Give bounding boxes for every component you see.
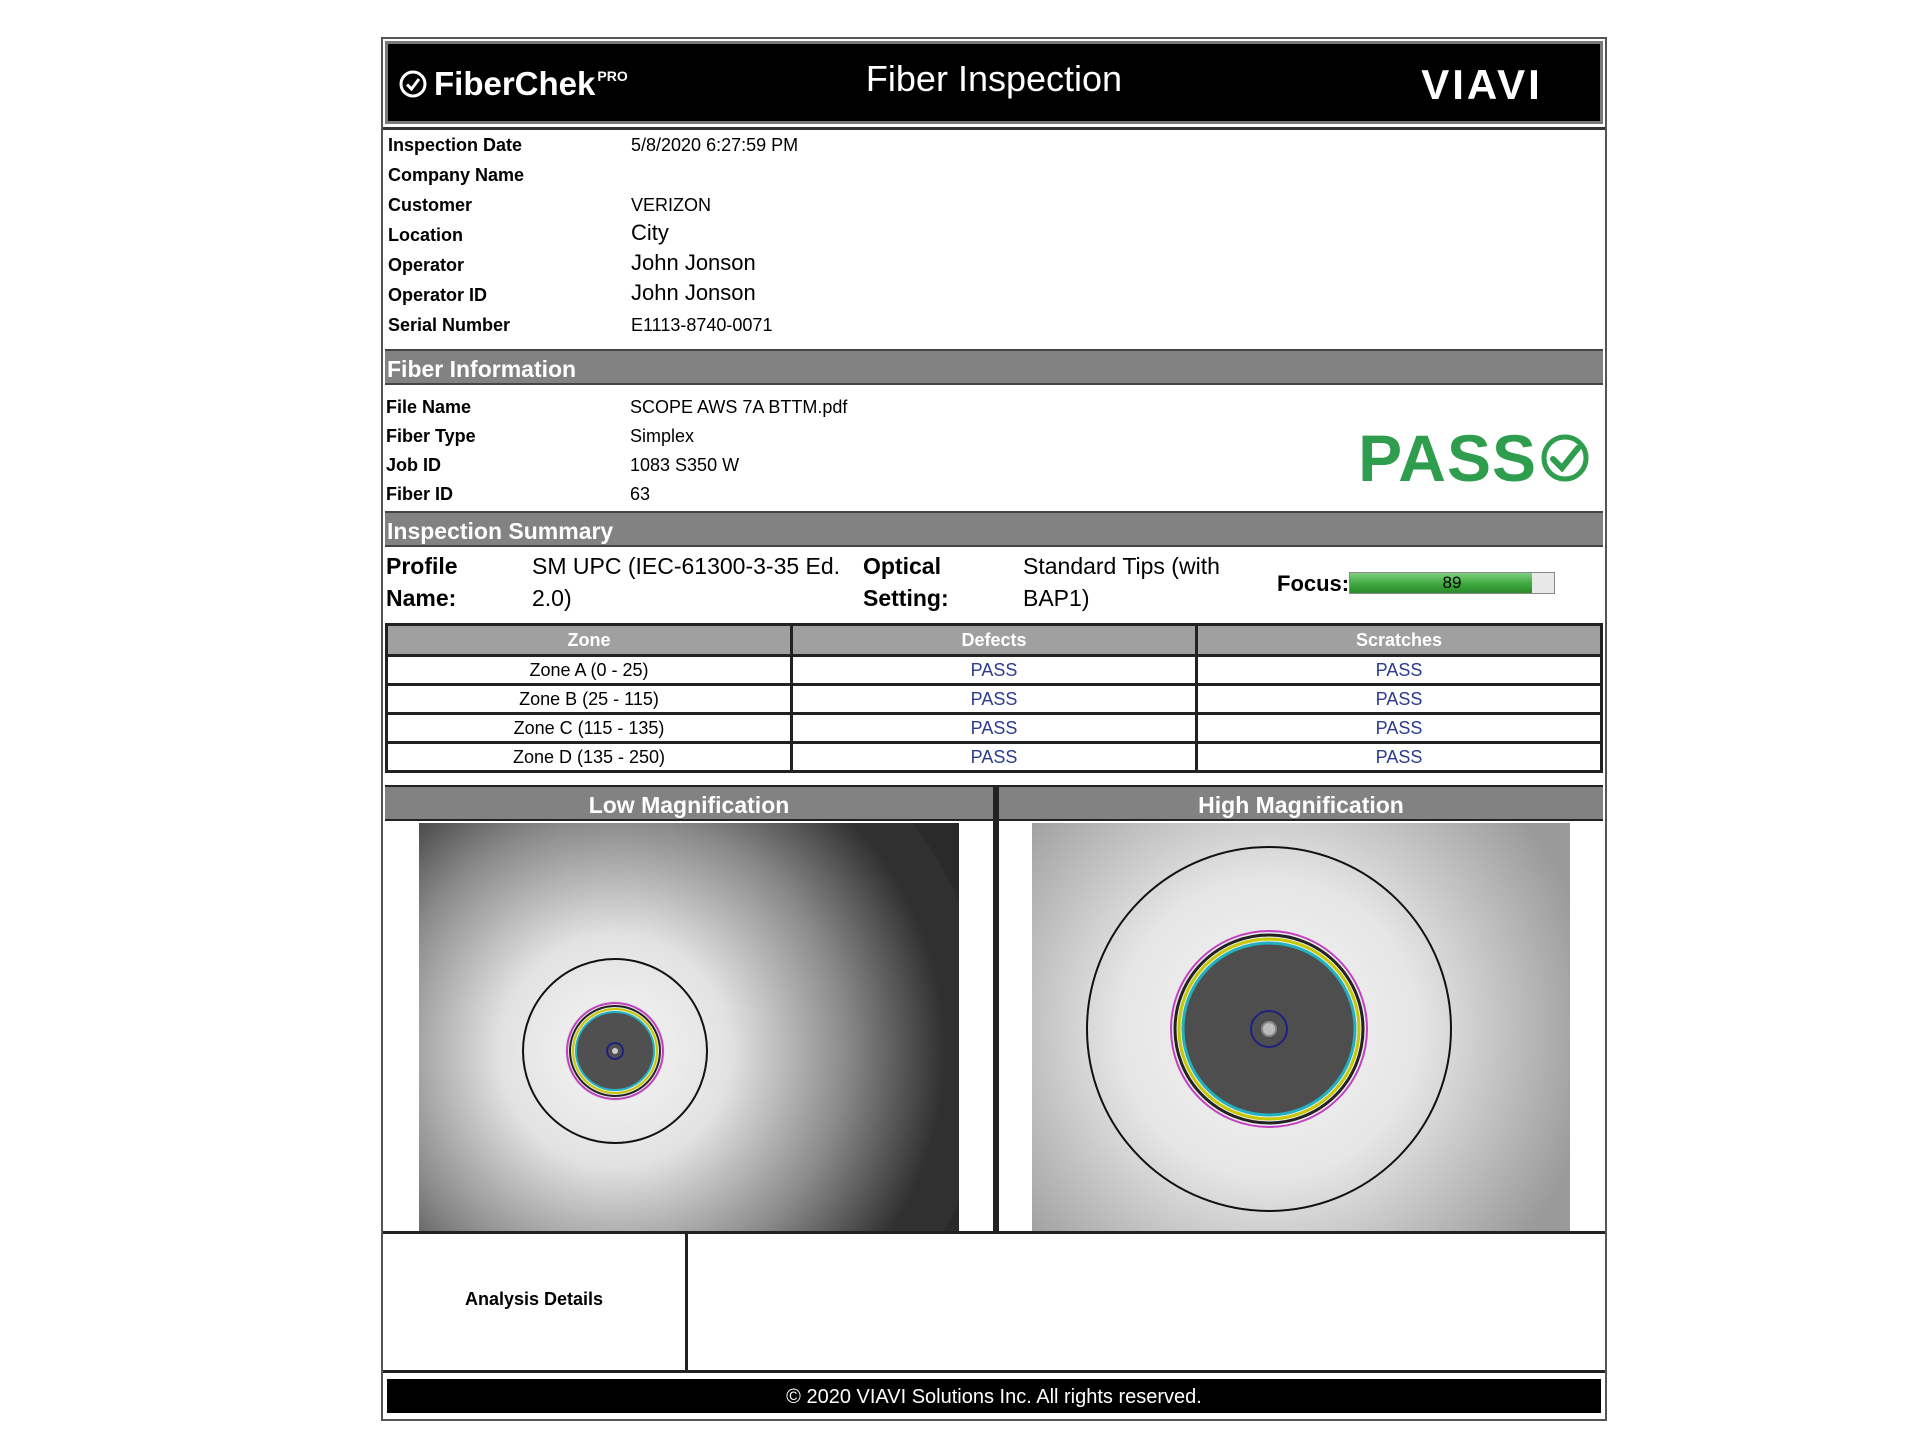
analysis-divider	[685, 1231, 688, 1373]
inspection-date-label: Inspection Date	[388, 135, 523, 155]
scratches-result: PASS	[1197, 743, 1602, 772]
defects-column-header: Defects	[792, 625, 1197, 656]
fiber-type-label: Fiber Type	[386, 426, 476, 446]
serial-number-value: E1113-8740-0071	[631, 315, 773, 335]
operator-id-label: Operator ID	[388, 285, 488, 305]
defects-result: PASS	[792, 743, 1197, 772]
analysis-details-label: Analysis Details	[464, 1289, 604, 1309]
profile-label-line-2: Name:	[386, 585, 457, 611]
zone-cell: Zone C (115 - 135)	[387, 714, 792, 743]
high-magnification-panel	[999, 823, 1603, 1231]
optical-setting-value	[1023, 550, 1220, 614]
table-header-row	[387, 625, 1602, 656]
check-circle-icon	[1539, 432, 1591, 484]
scratches-column-header: Scratches	[1197, 625, 1602, 656]
scratches-result: PASS	[1197, 656, 1602, 685]
defects-result: PASS	[792, 714, 1197, 743]
optical-label-line-2: Setting:	[863, 585, 949, 611]
high-magnification-image	[999, 823, 1603, 1231]
focus-value: 89	[1442, 573, 1462, 592]
overall-result	[1358, 420, 1591, 496]
copyright-footer: © 2020 VIAVI Solutions Inc. All rights reserved.	[387, 1379, 1601, 1413]
location-value: City	[631, 220, 669, 245]
zone-column-header: Zone	[387, 625, 792, 656]
header-divider	[383, 127, 1605, 130]
fiber-information-heading: Fiber Information	[385, 349, 1603, 385]
table-row	[387, 685, 1602, 714]
customer-value: VERIZON	[631, 195, 712, 215]
job-id-value: 1083 S350 W	[630, 455, 740, 475]
operator-value: John Jonson	[631, 250, 756, 275]
viavi-logo-text: VIAVI	[1421, 66, 1543, 104]
report-header	[385, 41, 1603, 124]
fiber-type-value: Simplex	[630, 426, 695, 446]
zone-cell: Zone A (0 - 25)	[387, 656, 792, 685]
focus-meter	[1349, 572, 1555, 594]
operator-id-value: John Jonson	[631, 280, 756, 305]
viavi-logo	[1394, 66, 1570, 104]
zone-results-table	[385, 623, 1603, 773]
operator-label: Operator	[388, 255, 465, 275]
overall-result-text: PASS	[1358, 421, 1537, 495]
brand-name: FiberChek	[434, 65, 596, 102]
company-name-label: Company Name	[388, 165, 525, 185]
table-row	[387, 714, 1602, 743]
focus-label: Focus:	[1277, 571, 1350, 596]
zone-cell: Zone D (135 - 250)	[387, 743, 792, 772]
table-row	[387, 743, 1602, 772]
scratches-result: PASS	[1197, 714, 1602, 743]
optical-value-line-1: Standard Tips (with	[1023, 553, 1220, 579]
inspection-date-value: 5/8/2020 6:27:59 PM	[631, 135, 799, 155]
low-magnification-image	[385, 823, 993, 1231]
high-magnification-heading: High Magnification	[999, 785, 1603, 821]
brand-superscript: PRO	[597, 68, 628, 84]
report-title: Fiber Inspection	[865, 58, 1123, 99]
file-name-value: SCOPE AWS 7A BTTM.pdf	[630, 397, 848, 417]
profile-name-label	[386, 550, 458, 614]
zone-cell: Zone B (25 - 115)	[387, 685, 792, 714]
table-row	[387, 656, 1602, 685]
job-id-label: Job ID	[386, 455, 442, 475]
optical-label-line-1: Optical	[863, 553, 941, 579]
inspection-summary-heading: Inspection Summary	[385, 511, 1603, 547]
optical-setting-label	[863, 550, 949, 614]
fiber-id-value: 63	[630, 484, 651, 504]
defects-result: PASS	[792, 685, 1197, 714]
profile-value-line-1: SM UPC (IEC-61300-3-35 Ed.	[532, 553, 841, 579]
profile-label-line-1: Profile	[386, 553, 458, 579]
low-magnification-heading: Low Magnification	[385, 785, 993, 821]
inspection-report	[381, 37, 1607, 1421]
location-label: Location	[388, 225, 463, 245]
defects-result: PASS	[792, 656, 1197, 685]
fiber-id-label: Fiber ID	[386, 484, 454, 504]
low-magnification-panel	[385, 823, 993, 1231]
scratches-result: PASS	[1197, 685, 1602, 714]
profile-value-line-2: 2.0)	[532, 585, 572, 611]
serial-number-label: Serial Number	[388, 315, 511, 335]
profile-name-value	[532, 550, 840, 614]
customer-label: Customer	[388, 195, 473, 215]
file-name-label: File Name	[386, 397, 472, 417]
optical-value-line-2: BAP1)	[1023, 585, 1090, 611]
